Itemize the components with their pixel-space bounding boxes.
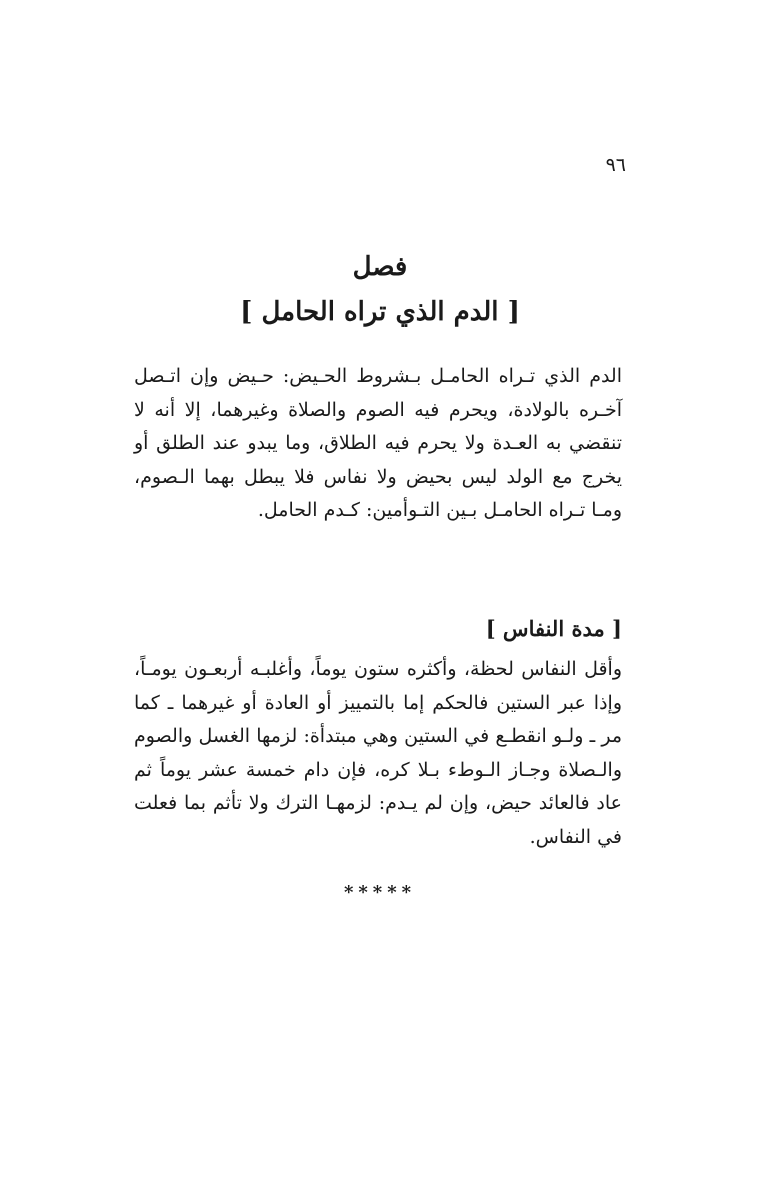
section-separator: ***** [343, 882, 417, 903]
sub-heading-nifas-duration: [ مدة النفاس ] [485, 616, 622, 641]
page-number: ٩٦ [605, 154, 626, 176]
paragraph-nifas-duration: وأقل النفاس لحظة، وأكثره ستون يوماً، وأغلبـه أربعـون يومـاً، وإذا عبر الستين فالحكم إما بالتمييز أو العادة أو غيرهما ـ كما مر ـ ولـو انقطـع في الستين وهي مبتدأة: لزمها الغسل والصوم والـصلاة وجـاز الـوطء بـلا كره، فإن دام خمسة عشر يوماً ثم عاد فالعائد حيض، وإن لم يـدم: لزمهـا الترك ولا تأثم بما فعلت في النفاس. [134, 658, 622, 848]
section-heading: فصل [352, 252, 408, 282]
section-title: [ الدم الذي تراه الحامل ] [240, 297, 520, 327]
paragraph-pregnant-blood: الدم الذي تـراه الحامـل بـشروط الحـيض: حـيض وإن اتـصل آخـره بالولادة، ويحرم فيه الصوم والصلاة وغيرهما، إلا أنه لا تنقضي به العـدة ولا يحرم فيه الطلاق، وما يبدو عند الطلق أو يخرج مع الولد ليس بحيض ولا نفاس فلا يبطل بهما الـصوم، ومـا تـراه الحامـل بـين التـوأمين: كـدم الحامل. [134, 365, 622, 521]
